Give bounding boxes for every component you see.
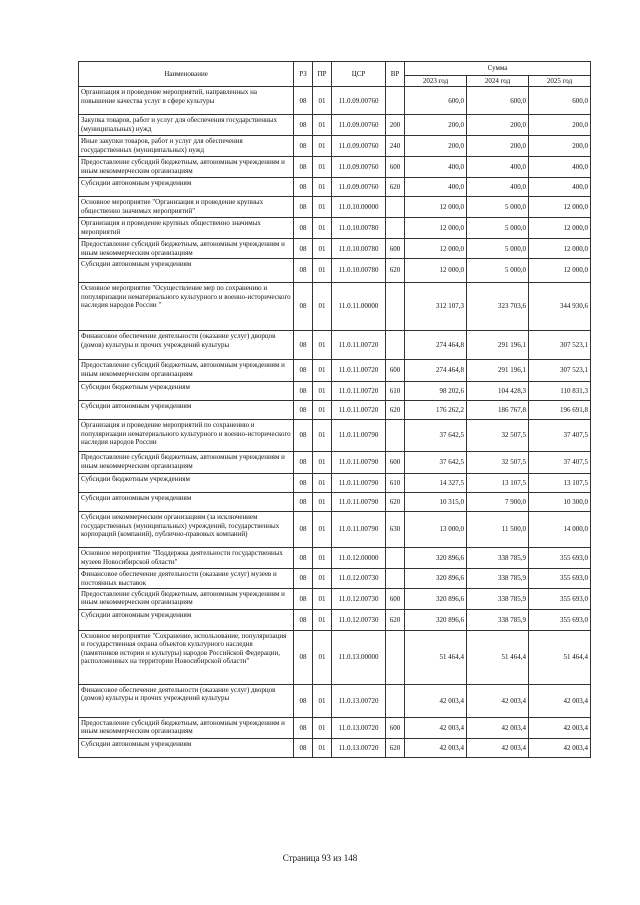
cell-amount-2024: 32 507,5	[467, 452, 529, 474]
cell-rz: 08	[294, 360, 313, 382]
cell-name: Основное мероприятие "Организация и проведение крупных общественно значимых мероприятий"	[79, 197, 294, 218]
cell-pr: 01	[313, 474, 332, 493]
cell-csr: 11.0.09.00760	[332, 115, 386, 136]
cell-csr: 11.0.12.00730	[332, 609, 386, 630]
cell-amount-2025: 196 691,8	[529, 401, 591, 420]
cell-pr: 01	[313, 401, 332, 420]
cell-name: Предоставление субсидий бюджетным, автономным учреждениям и иным некоммерческим организациям	[79, 588, 294, 609]
header-sum: Сумма	[405, 62, 591, 76]
cell-amount-2024: 11 500,0	[467, 512, 529, 548]
cell-amount-2023: 400,0	[405, 178, 467, 197]
cell-amount-2025: 307 523,1	[529, 360, 591, 382]
cell-vr: 600	[386, 588, 405, 609]
cell-pr: 01	[313, 218, 332, 239]
cell-csr: 11.0.11.00720	[332, 360, 386, 382]
cell-vr	[386, 420, 405, 452]
cell-amount-2024: 7 900,0	[467, 493, 529, 512]
cell-pr: 01	[313, 452, 332, 474]
table-row	[79, 609, 591, 630]
budget-table	[78, 61, 591, 758]
header-vr: ВР	[386, 62, 405, 87]
cell-amount-2024: 186 767,8	[467, 401, 529, 420]
header-year-2024: 2024 год	[467, 76, 529, 87]
cell-amount-2025: 344 930,6	[529, 283, 591, 331]
cell-amount-2023: 14 327,5	[405, 474, 467, 493]
cell-csr: 11.0.09.00760	[332, 87, 386, 115]
cell-amount-2025: 12 000,0	[529, 197, 591, 218]
cell-amount-2024: 200,0	[467, 115, 529, 136]
cell-amount-2025: 12 000,0	[529, 259, 591, 283]
cell-name: Субсидии автономным учреждениям	[79, 178, 294, 197]
cell-csr: 11.0.09.00760	[332, 157, 386, 178]
cell-pr: 01	[313, 178, 332, 197]
cell-amount-2023: 200,0	[405, 115, 467, 136]
cell-rz: 08	[294, 588, 313, 609]
cell-amount-2024: 200,0	[467, 136, 529, 157]
table-row	[79, 512, 591, 548]
cell-csr: 11.0.12.00730	[332, 569, 386, 589]
table-row	[79, 87, 591, 115]
cell-amount-2024: 32 507,5	[467, 420, 529, 452]
cell-amount-2024: 5 000,0	[467, 259, 529, 283]
cell-amount-2025: 51 464,4	[529, 630, 591, 684]
cell-pr: 01	[313, 157, 332, 178]
cell-name: Финансовое обеспечение деятельности (оказание услуг) музеев и постоянных выставок	[79, 569, 294, 589]
cell-rz: 08	[294, 548, 313, 569]
cell-pr: 01	[313, 360, 332, 382]
cell-rz: 08	[294, 630, 313, 684]
cell-csr: 11.0.13.00720	[332, 738, 386, 757]
cell-pr: 01	[313, 630, 332, 684]
cell-pr: 01	[313, 382, 332, 401]
cell-amount-2023: 98 202,6	[405, 382, 467, 401]
cell-vr: 620	[386, 178, 405, 197]
cell-amount-2025: 200,0	[529, 136, 591, 157]
cell-name: Основное мероприятие "Осуществление мер по сохранению и популяризации нематериального культурного и военно-исторического наследия народов России "	[79, 283, 294, 331]
cell-rz: 08	[294, 87, 313, 115]
table-row	[79, 569, 591, 589]
cell-name: Предоставление субсидий бюджетным, автономным учреждениям и иным некоммерческим организациям	[79, 157, 294, 178]
cell-name: Предоставление субсидий бюджетным, автономным учреждениям и иным некоммерческим организациям	[79, 452, 294, 474]
cell-amount-2023: 12 000,0	[405, 239, 467, 259]
cell-name: Субсидии автономным учреждениям	[79, 738, 294, 757]
table-row	[79, 360, 591, 382]
cell-csr: 11.0.11.00790	[332, 493, 386, 512]
cell-vr	[386, 569, 405, 589]
cell-name: Финансовое обеспечение деятельности (оказание услуг) дворцов (домов) культуры и прочих учреждений культуры	[79, 684, 294, 717]
cell-pr: 01	[313, 738, 332, 757]
cell-amount-2024: 51 464,4	[467, 630, 529, 684]
cell-amount-2023: 51 464,4	[405, 630, 467, 684]
cell-amount-2024: 600,0	[467, 87, 529, 115]
cell-vr	[386, 331, 405, 360]
table-body	[79, 87, 591, 758]
cell-vr: 630	[386, 512, 405, 548]
cell-amount-2024: 338 785,9	[467, 609, 529, 630]
cell-name: Закупка товаров, работ и услуг для обеспечения государственных (муниципальных) нужд	[79, 115, 294, 136]
cell-csr: 11.0.11.00720	[332, 401, 386, 420]
cell-vr	[386, 684, 405, 717]
cell-amount-2025: 400,0	[529, 178, 591, 197]
cell-amount-2024: 5 000,0	[467, 197, 529, 218]
cell-vr: 240	[386, 136, 405, 157]
cell-amount-2024: 13 107,5	[467, 474, 529, 493]
cell-csr: 11.0.10.00780	[332, 218, 386, 239]
header-year-2025: 2025 год	[529, 76, 591, 87]
cell-pr: 01	[313, 548, 332, 569]
cell-amount-2024: 400,0	[467, 157, 529, 178]
cell-amount-2023: 274 464,8	[405, 360, 467, 382]
cell-rz: 08	[294, 259, 313, 283]
table-row	[79, 548, 591, 569]
cell-vr: 620	[386, 738, 405, 757]
cell-name: Организация и проведение крупных общественно значимых мероприятий	[79, 218, 294, 239]
cell-amount-2023: 320 896,6	[405, 548, 467, 569]
cell-pr: 01	[313, 331, 332, 360]
cell-pr: 01	[313, 512, 332, 548]
cell-amount-2024: 5 000,0	[467, 218, 529, 239]
cell-amount-2023: 12 000,0	[405, 197, 467, 218]
page-number: Страница 93 из 148	[282, 853, 358, 863]
table-row	[79, 115, 591, 136]
cell-amount-2023: 320 896,6	[405, 569, 467, 589]
cell-amount-2025: 110 831,3	[529, 382, 591, 401]
cell-amount-2025: 37 407,5	[529, 420, 591, 452]
cell-amount-2023: 400,0	[405, 157, 467, 178]
cell-vr	[386, 218, 405, 239]
cell-amount-2023: 42 003,4	[405, 717, 467, 738]
cell-pr: 01	[313, 115, 332, 136]
cell-amount-2023: 320 896,6	[405, 588, 467, 609]
table-row	[79, 474, 591, 493]
cell-vr: 620	[386, 259, 405, 283]
cell-name: Субсидии автономным учреждениям	[79, 401, 294, 420]
cell-rz: 08	[294, 197, 313, 218]
table-row	[79, 717, 591, 738]
cell-amount-2024: 338 785,9	[467, 548, 529, 569]
cell-vr: 610	[386, 382, 405, 401]
cell-pr: 01	[313, 283, 332, 331]
cell-csr: 11.0.11.00720	[332, 382, 386, 401]
cell-amount-2025: 42 003,4	[529, 738, 591, 757]
table-row	[79, 239, 591, 259]
cell-vr: 600	[386, 717, 405, 738]
cell-amount-2025: 355 693,0	[529, 588, 591, 609]
cell-csr: 11.0.11.00790	[332, 512, 386, 548]
cell-csr: 11.0.13.00720	[332, 684, 386, 717]
cell-rz: 08	[294, 512, 313, 548]
cell-amount-2023: 10 315,0	[405, 493, 467, 512]
cell-amount-2024: 104 428,3	[467, 382, 529, 401]
header-rz: РЗ	[294, 62, 313, 87]
cell-amount-2024: 42 003,4	[467, 738, 529, 757]
cell-amount-2023: 320 896,6	[405, 609, 467, 630]
cell-pr: 01	[313, 684, 332, 717]
cell-vr: 600	[386, 360, 405, 382]
cell-amount-2025: 307 523,1	[529, 331, 591, 360]
cell-vr	[386, 630, 405, 684]
cell-amount-2023: 37 642,5	[405, 452, 467, 474]
table-row	[79, 136, 591, 157]
table-row	[79, 684, 591, 717]
cell-rz: 08	[294, 738, 313, 757]
table-row	[79, 259, 591, 283]
table-row	[79, 452, 591, 474]
table-row	[79, 178, 591, 197]
cell-name: Организация и проведение мероприятий, направленных на повышение качества услуг в сфере культуры	[79, 87, 294, 115]
cell-vr	[386, 87, 405, 115]
table-row	[79, 283, 591, 331]
cell-name: Субсидии автономным учреждениям	[79, 259, 294, 283]
cell-amount-2024: 338 785,9	[467, 588, 529, 609]
cell-csr: 11.0.11.00720	[332, 331, 386, 360]
cell-rz: 08	[294, 331, 313, 360]
cell-name: Финансовое обеспечение деятельности (оказание услуг) дворцов (домов) культуры и прочих учреждений культуры	[79, 331, 294, 360]
cell-amount-2023: 176 262,2	[405, 401, 467, 420]
cell-amount-2024: 42 003,4	[467, 717, 529, 738]
header-csr: ЦСР	[332, 62, 386, 87]
cell-csr: 11.0.11.00790	[332, 420, 386, 452]
header-pr: ПР	[313, 62, 332, 87]
cell-csr: 11.0.09.00760	[332, 136, 386, 157]
cell-rz: 08	[294, 684, 313, 717]
cell-vr	[386, 283, 405, 331]
cell-name: Основное мероприятие "Сохранение, использование, популяризация и государственная охрана объектов культурного наследия (памятников истории и культуры) народов Российской Федерации, расположенных на территории Новосибирской области"	[79, 630, 294, 684]
cell-amount-2024: 323 703,6	[467, 283, 529, 331]
cell-vr: 600	[386, 239, 405, 259]
cell-pr: 01	[313, 717, 332, 738]
cell-name: Иные закупки товаров, работ и услуг для обеспечения государственных (муниципальных) нужд	[79, 136, 294, 157]
table-header	[79, 62, 591, 87]
cell-name: Предоставление субсидий бюджетным, автономным учреждениям и иным некоммерческим организациям	[79, 717, 294, 738]
cell-rz: 08	[294, 157, 313, 178]
table-row	[79, 588, 591, 609]
cell-vr: 620	[386, 493, 405, 512]
cell-amount-2023: 37 642,5	[405, 420, 467, 452]
cell-amount-2023: 13 000,0	[405, 512, 467, 548]
header-name: Наименование	[79, 62, 294, 87]
cell-name: Предоставление субсидий бюджетным, автономным учреждениям и иным некоммерческим организациям	[79, 239, 294, 259]
table-row	[79, 420, 591, 452]
cell-name: Субсидии автономным учреждениям	[79, 493, 294, 512]
cell-vr: 600	[386, 157, 405, 178]
cell-amount-2024: 338 785,9	[467, 569, 529, 589]
table-row	[79, 331, 591, 360]
cell-amount-2025: 42 003,4	[529, 717, 591, 738]
cell-rz: 08	[294, 136, 313, 157]
cell-pr: 01	[313, 259, 332, 283]
cell-amount-2025: 355 693,0	[529, 569, 591, 589]
cell-amount-2025: 355 693,0	[529, 548, 591, 569]
cell-rz: 08	[294, 283, 313, 331]
cell-vr: 620	[386, 609, 405, 630]
cell-amount-2023: 312 107,3	[405, 283, 467, 331]
table-row	[79, 630, 591, 684]
cell-rz: 08	[294, 115, 313, 136]
cell-name: Предоставление субсидий бюджетным, автономным учреждениям и иным некоммерческим организациям	[79, 360, 294, 382]
cell-rz: 08	[294, 569, 313, 589]
header-year-2023: 2023 год	[405, 76, 467, 87]
table-row	[79, 401, 591, 420]
cell-amount-2025: 12 000,0	[529, 218, 591, 239]
cell-rz: 08	[294, 178, 313, 197]
cell-csr: 11.0.13.00720	[332, 717, 386, 738]
cell-vr: 610	[386, 474, 405, 493]
cell-amount-2023: 200,0	[405, 136, 467, 157]
cell-csr: 11.0.12.00730	[332, 588, 386, 609]
cell-csr: 11.0.11.00790	[332, 452, 386, 474]
cell-csr: 11.0.10.00000	[332, 197, 386, 218]
cell-amount-2024: 400,0	[467, 178, 529, 197]
cell-pr: 01	[313, 197, 332, 218]
cell-vr	[386, 548, 405, 569]
cell-rz: 08	[294, 474, 313, 493]
cell-pr: 01	[313, 609, 332, 630]
cell-amount-2025: 13 107,5	[529, 474, 591, 493]
cell-amount-2025: 600,0	[529, 87, 591, 115]
cell-amount-2024: 42 003,4	[467, 684, 529, 717]
cell-csr: 11.0.11.00790	[332, 474, 386, 493]
cell-rz: 08	[294, 420, 313, 452]
cell-amount-2023: 42 003,4	[405, 684, 467, 717]
cell-amount-2024: 291 196,1	[467, 331, 529, 360]
cell-vr	[386, 197, 405, 218]
cell-amount-2025: 355 693,0	[529, 609, 591, 630]
cell-amount-2023: 600,0	[405, 87, 467, 115]
cell-pr: 01	[313, 493, 332, 512]
cell-name: Субсидии автономным учреждениям	[79, 609, 294, 630]
cell-csr: 11.0.11.00000	[332, 283, 386, 331]
cell-rz: 08	[294, 239, 313, 259]
table-row	[79, 493, 591, 512]
cell-name: Организация и проведение мероприятий по сохранению и популяризации нематериального культурного и военно-исторического наследия народов России	[79, 420, 294, 452]
table-row	[79, 738, 591, 757]
cell-amount-2025: 10 300,0	[529, 493, 591, 512]
cell-amount-2025: 200,0	[529, 115, 591, 136]
cell-pr: 01	[313, 239, 332, 259]
cell-csr: 11.0.10.00780	[332, 259, 386, 283]
cell-amount-2024: 5 000,0	[467, 239, 529, 259]
cell-name: Субсидии бюджетным учреждениям	[79, 474, 294, 493]
cell-amount-2025: 400,0	[529, 157, 591, 178]
cell-amount-2023: 42 003,4	[405, 738, 467, 757]
cell-vr: 620	[386, 401, 405, 420]
cell-name: Субсидии некоммерческим организациям (за исключением государственных (муниципальных) учреждений, государственных корпораций (компаний), публично-правовых компаний)	[79, 512, 294, 548]
cell-amount-2025: 12 000,0	[529, 239, 591, 259]
cell-amount-2023: 12 000,0	[405, 218, 467, 239]
table-row	[79, 157, 591, 178]
cell-rz: 08	[294, 493, 313, 512]
cell-pr: 01	[313, 136, 332, 157]
cell-vr: 600	[386, 452, 405, 474]
cell-rz: 08	[294, 609, 313, 630]
cell-csr: 11.0.09.00760	[332, 178, 386, 197]
cell-amount-2024: 291 196,1	[467, 360, 529, 382]
cell-rz: 08	[294, 401, 313, 420]
cell-rz: 08	[294, 218, 313, 239]
cell-rz: 08	[294, 452, 313, 474]
cell-pr: 01	[313, 87, 332, 115]
cell-pr: 01	[313, 420, 332, 452]
cell-amount-2023: 274 464,8	[405, 331, 467, 360]
cell-pr: 01	[313, 588, 332, 609]
table-row	[79, 197, 591, 218]
table-row	[79, 218, 591, 239]
cell-name: Основное мероприятие "Поддержка деятельности государственных музеев Новосибирской области"	[79, 548, 294, 569]
cell-csr: 11.0.13.00000	[332, 630, 386, 684]
cell-amount-2025: 37 407,5	[529, 452, 591, 474]
cell-rz: 08	[294, 382, 313, 401]
cell-csr: 11.0.12.00000	[332, 548, 386, 569]
cell-csr: 11.0.10.00780	[332, 239, 386, 259]
cell-vr: 200	[386, 115, 405, 136]
cell-amount-2023: 12 000,0	[405, 259, 467, 283]
cell-amount-2025: 42 003,4	[529, 684, 591, 717]
cell-rz: 08	[294, 717, 313, 738]
cell-pr: 01	[313, 569, 332, 589]
cell-name: Субсидии бюджетным учреждениям	[79, 382, 294, 401]
cell-amount-2025: 14 000,0	[529, 512, 591, 548]
table-row	[79, 382, 591, 401]
